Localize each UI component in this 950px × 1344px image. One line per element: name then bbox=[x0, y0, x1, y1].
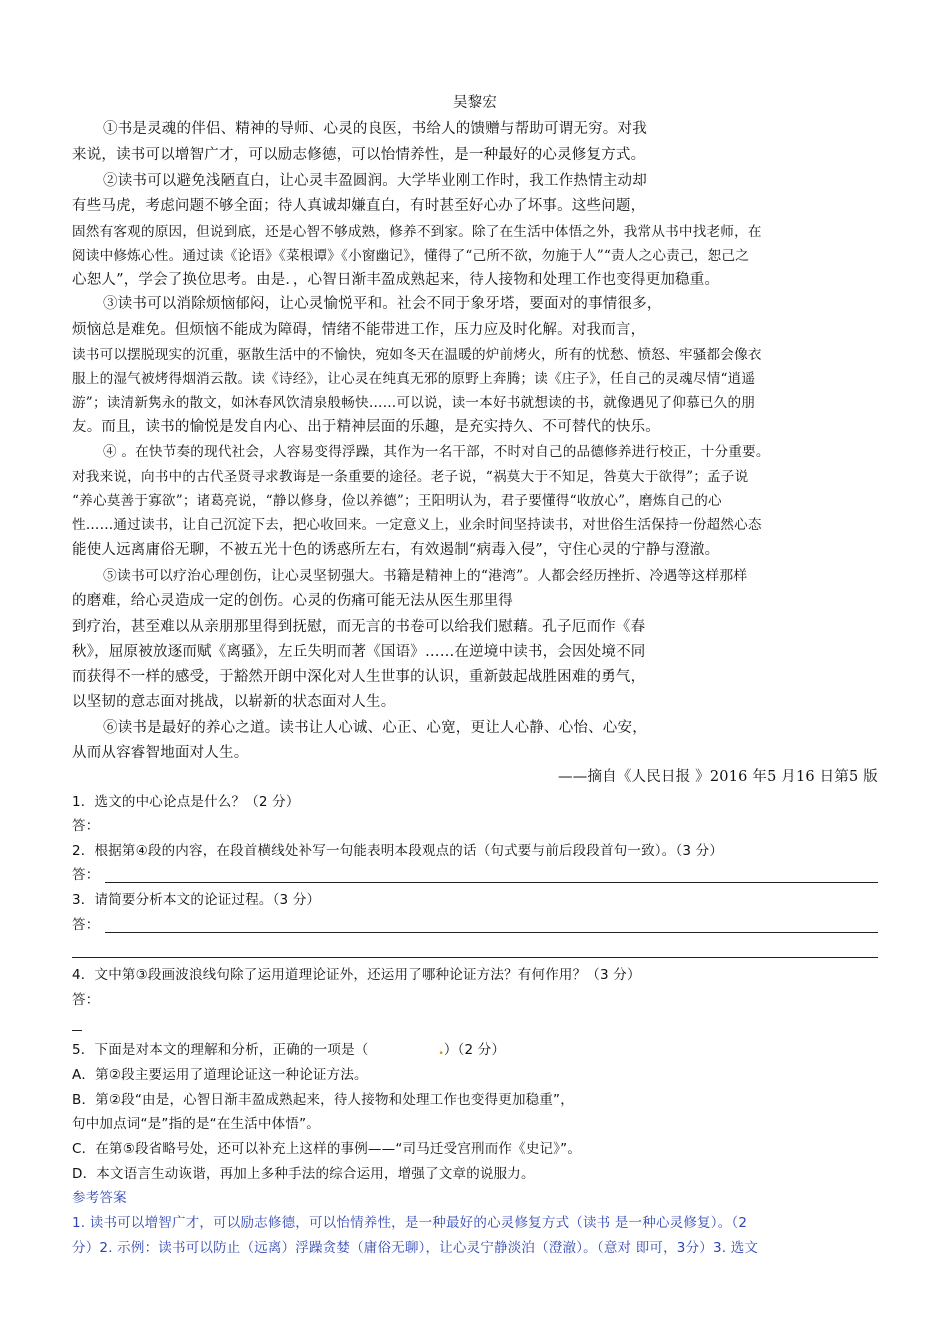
question-5-text: 5．下面是对本文的理解和分析，正确的一项是（ bbox=[72, 1042, 369, 1058]
article-line: ⑥读书是最好的养心之道。读书让人心诚、心正、心宽，更让人心静、心怡、心安， bbox=[103, 720, 647, 736]
answers-heading: 参考答案 bbox=[72, 1190, 127, 1206]
article-line: 从而从容睿智地面对人生。 bbox=[72, 745, 249, 761]
article-line: 心恕人”，学会了换位思考。由是．，心智日渐丰盈成熟起来，待人接物和处理工作也变得更加稳重。 bbox=[72, 272, 720, 288]
article-line: 而获得不一样的感受，于豁然开朗中深化对人生世事的认识，重新鼓起战胜困难的勇气， bbox=[72, 669, 646, 685]
option-d: D．本文语言生动诙谐，再加上多种手法的综合运用，增强了文章的说服力。 bbox=[72, 1166, 535, 1182]
question-5-dot: . bbox=[438, 1042, 444, 1058]
article-line: 对我来说，向书中的古代圣贤寻求教诲是一条重要的途径。老子说，“祸莫大于不知足，咎莫大于欲得”；孟子说 bbox=[72, 469, 749, 485]
article-line: ④ 。在快节奏的现代社会，人容易变得浮躁，其作为一名干部，不时对自己的品德修养进行校正，十分重要。 bbox=[103, 444, 770, 460]
article-line: 到疗治，甚至难以从亲朋那里得到抚慰，而无言的书卷可以给我们慰藉。孔子厄而作《春 bbox=[72, 619, 646, 635]
question-5-score: ）（2 分） bbox=[443, 1042, 506, 1058]
answer-line-2[interactable] bbox=[105, 882, 878, 883]
answer-line-3b[interactable] bbox=[72, 957, 878, 958]
answer-label-3: 答： bbox=[72, 917, 100, 933]
answer-text: 分）2. 示例：读书可以防止（远离）浮躁贪婪（庸俗无聊），让心灵宁静淡泊（澄澈）。（意对 即可，3分）3. 选文 bbox=[72, 1240, 759, 1256]
article-line: 读书可以摆脱现实的沉重，驱散生活中的不愉快，宛如冬天在温暖的炉前烤火，所有的忧愁、愤怒、牢骚都会像衣 bbox=[72, 347, 762, 363]
answer-label-4: 答： bbox=[72, 992, 100, 1008]
article-line: 以坚韧的意志面对挑战，以崭新的状态面对人生。 bbox=[72, 694, 396, 710]
article-line: ⑤读书可以疗治心理创伤，让心灵坚韧强大。书籍是精神上的“港湾”。人都会经历挫折、冷遇等这样那样 bbox=[103, 568, 748, 584]
answer-text: 1. 读书可以增智广才，可以励志修德，可以怡情养性，是一种最好的心灵修复方式（读书 是一种心灵修复）。（2 bbox=[72, 1215, 748, 1231]
option-b-continued: 句中加点词“是”指的是“在生活中体悟”。 bbox=[72, 1116, 320, 1132]
article-line: 性……通过读书，让自己沉淀下去，把心收回来。一定意义上，业余时间坚持读书，对世俗生活保持一份超然心态 bbox=[72, 517, 762, 533]
article-line: 能使人远离庸俗无聊，不被五光十色的诱惑所左右，有效遏制“病毒入侵”，守住心灵的宁静与澄澈。 bbox=[72, 542, 720, 558]
article-line: “养心莫善于寡欲”；诸葛亮说，“静以修身，俭以养德”；王阳明认为，君子要懂得“收放心”，磨炼自己的心 bbox=[72, 493, 722, 509]
question-1: 1．选文的中心论点是什么？（2 分） bbox=[72, 794, 300, 810]
answer-label-1: 答： bbox=[72, 818, 100, 834]
article-line: 有些马虎，考虑问题不够全面；待人真诚却嫌直白，有时甚至好心办了坏事。这些问题， bbox=[72, 198, 646, 214]
article-line: ①书是灵魂的伴侣、精神的导师、心灵的良医，书给人的馈赠与帮助可谓无穷。对我 bbox=[103, 121, 647, 137]
answer-line-4[interactable] bbox=[72, 1030, 82, 1031]
article-line: 友。而且，读书的愉悦是发自内心、出于精神层面的乐趣，是充实持久、不可替代的快乐。 bbox=[72, 419, 660, 435]
article-line: 烦恼总是难免。但烦恼不能成为障碍，情绪不能带进工作，压力应及时化解。对我而言， bbox=[72, 322, 646, 338]
article-line: 秋》，屈原被放逐而赋《离骚》，左丘失明而著《国语》……在逆境中读书，会因处境不同 bbox=[72, 644, 646, 660]
question-4: 4．文中第③段画波浪线句除了运用道理论证外，还运用了哪种论证方法？有何作用？（3 分） bbox=[72, 967, 641, 983]
answer-label-2: 答： bbox=[72, 867, 100, 883]
article-line: 固然有客观的原因，但说到底，还是心智不够成熟，修养不到家。除了在生活中体悟之外，我常从书中找老师，在 bbox=[72, 224, 762, 240]
question-2: 2．根据第④段的内容，在段首横线处补写一句能表明本段观点的话（句式要与前后段段首句一致）。（3 分） bbox=[72, 843, 724, 859]
article-line: ②读书可以避免浅陋直白，让心灵丰盈圆润。大学毕业刚工作时，我工作热情主动却 bbox=[103, 173, 647, 189]
article-source: ——摘自《人民日报 》2016 年5 月16 日第5 版 bbox=[558, 769, 878, 785]
article-line: ③读书可以消除烦恼郁闷，让心灵愉悦平和。社会不同于象牙塔，要面对的事情很多， bbox=[103, 296, 662, 312]
option-b: B．第②段“由是，心智日渐丰盈成熟起来，待人接物和处理工作也变得更加稳重”， bbox=[72, 1092, 574, 1108]
question-5 bbox=[72, 1039, 505, 1061]
article-line: 游”；读清新隽永的散文，如沐春风饮清泉般畅快……可以说，读一本好书就想读的书，就像遇见了仰慕已久的朋 bbox=[72, 395, 756, 411]
option-c: C．在第⑤段省略号处，还可以补充上这样的事例——“司马迁受宫刑而作《史记》”。 bbox=[72, 1141, 582, 1157]
article-line: 的磨难，给心灵造成一定的创伤。心灵的伤痛可能无法从医生那里得 bbox=[72, 593, 513, 609]
option-a: A．第②段主要运用了道理论证这一种论证方法。 bbox=[72, 1067, 368, 1083]
answer-line-3[interactable] bbox=[105, 932, 878, 933]
author-name: 吴黎宏 bbox=[452, 95, 498, 111]
article-line: 阅读中修炼心性。通过读《论语》《菜根谭》《小窗幽记》，懂得了“己所不欲，勿施于人”“责人之心责己，恕己之 bbox=[72, 248, 749, 264]
article-line: 来说，读书可以增智广才，可以励志修德，可以怡情养性，是一种最好的心灵修复方式。 bbox=[72, 147, 646, 163]
question-3: 3．请简要分析本文的论证过程。（3 分） bbox=[72, 892, 321, 908]
article-line: 服上的湿气被烤得烟消云散。读《诗经》，让心灵在纯真无邪的原野上奔腾；读《庄子》，任自己的灵魂尽情“逍遥 bbox=[72, 371, 756, 387]
